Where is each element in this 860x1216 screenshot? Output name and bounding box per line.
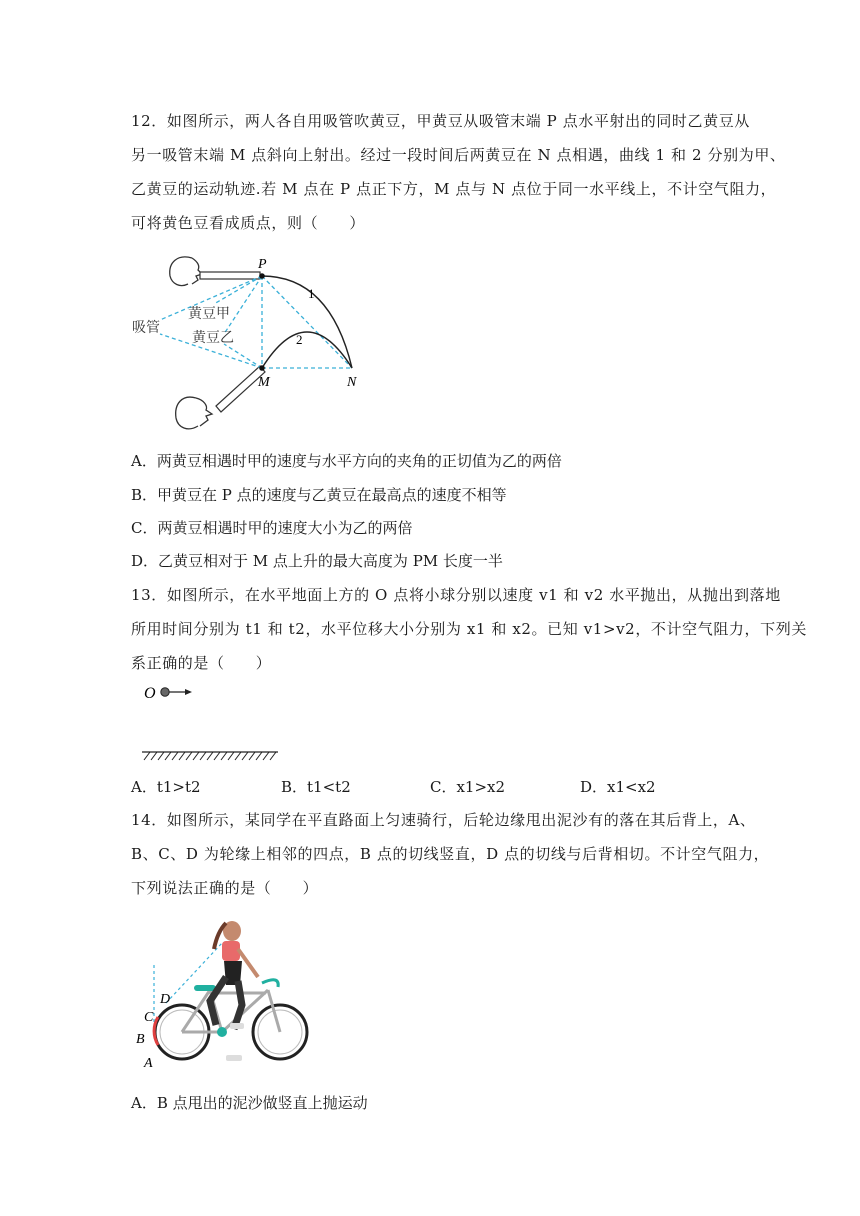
point-P bbox=[259, 273, 265, 279]
label-O: O bbox=[144, 685, 156, 702]
label-P: P bbox=[258, 257, 267, 272]
seat bbox=[194, 985, 216, 991]
label-M: M bbox=[258, 375, 270, 390]
ground-hatch bbox=[144, 752, 276, 760]
q13-option-b: B．t1<t2 bbox=[281, 778, 351, 796]
q13-option-a: A．t1>t2 bbox=[131, 778, 201, 796]
q13-line-3: 系正确的是（ ） bbox=[131, 654, 272, 672]
arrow-head-icon bbox=[185, 689, 192, 695]
q12-figure bbox=[130, 248, 370, 438]
ball-icon bbox=[161, 688, 169, 696]
label-yi: 黄豆乙 bbox=[192, 330, 234, 346]
q13-figure bbox=[140, 680, 290, 768]
label-1: 1 bbox=[308, 286, 315, 301]
q13-line-2: 所用时间分别为 t1 和 t2，水平位移大小分别为 x1 和 x2。已知 v1>v2，不计空气阻力，下列关 bbox=[131, 620, 807, 638]
q14-line-1: 14．如图所示，某同学在平直路面上匀速骑行，后轮边缘甩出泥沙有的落在其后背上，A、 bbox=[131, 811, 756, 829]
q12-line-3: 乙黄豆的运动轨迹.若 M 点在 P 点正下方，M 点与 N 点位于同一水平线上，不计空气阻力， bbox=[131, 180, 777, 198]
handlebar bbox=[262, 980, 278, 987]
q14-line-2: B、C、D 为轮缘上相邻的四点，B 点的切线竖直，D 点的切线与后背相切。不计空气阻力， bbox=[131, 845, 770, 863]
label-N: N bbox=[347, 375, 357, 390]
q12-option-d: D．乙黄豆相对于 M 点上升的最大高度为 PM 长度一半 bbox=[131, 552, 503, 570]
label-straw: 吸管 bbox=[132, 320, 160, 336]
q12-option-b: B．甲黄豆在 P 点的速度与乙黄豆在最高点的速度不相等 bbox=[131, 486, 507, 504]
label-A: A bbox=[144, 1056, 153, 1071]
crank bbox=[217, 1027, 227, 1037]
q12-option-a: A．两黄豆相遇时甲的速度与水平方向的夹角的正切值为乙的两倍 bbox=[131, 452, 562, 470]
q12-line-1: 12．如图所示，两人各自用吸管吹黄豆，甲黄豆从吸管末端 P 点水平射出的同时乙黄豆从 bbox=[131, 112, 750, 130]
q13-option-c: C．x1>x2 bbox=[430, 778, 506, 796]
trajectory-2 bbox=[262, 332, 352, 368]
q14-line-3: 下列说法正确的是（ ） bbox=[131, 879, 319, 897]
label-B: B bbox=[136, 1032, 145, 1047]
q14-figure bbox=[130, 905, 320, 1075]
label-2: 2 bbox=[296, 332, 303, 347]
dashed-guides bbox=[160, 276, 352, 368]
q14-option-a: A．B 点甩出的泥沙做竖直上抛运动 bbox=[131, 1094, 368, 1112]
q12-line-2: 另一吸管末端 M 点斜向上射出。经过一段时间后两黄豆在 N 点相遇，曲线 1 和 2 分别为甲、 bbox=[131, 146, 786, 164]
upper-head-icon bbox=[170, 257, 202, 286]
lower-head-icon bbox=[176, 397, 212, 429]
upper-straw bbox=[200, 272, 260, 279]
q13-line-1: 13．如图所示，在水平地面上方的 O 点将小球分别以速度 v1 和 v2 水平抛出，从抛出到落地 bbox=[131, 586, 781, 604]
q12-option-c: C．两黄豆相遇时甲的速度大小为乙的两倍 bbox=[131, 519, 413, 537]
rider-icon bbox=[210, 921, 258, 1061]
label-C: C bbox=[144, 1010, 154, 1025]
q12-line-4: 可将黄色豆看成质点，则（ ） bbox=[131, 214, 366, 232]
label-jia: 黄豆甲 bbox=[188, 306, 230, 322]
label-D: D bbox=[160, 992, 171, 1007]
q13-option-d: D．x1<x2 bbox=[580, 778, 656, 796]
point-M bbox=[259, 365, 265, 371]
